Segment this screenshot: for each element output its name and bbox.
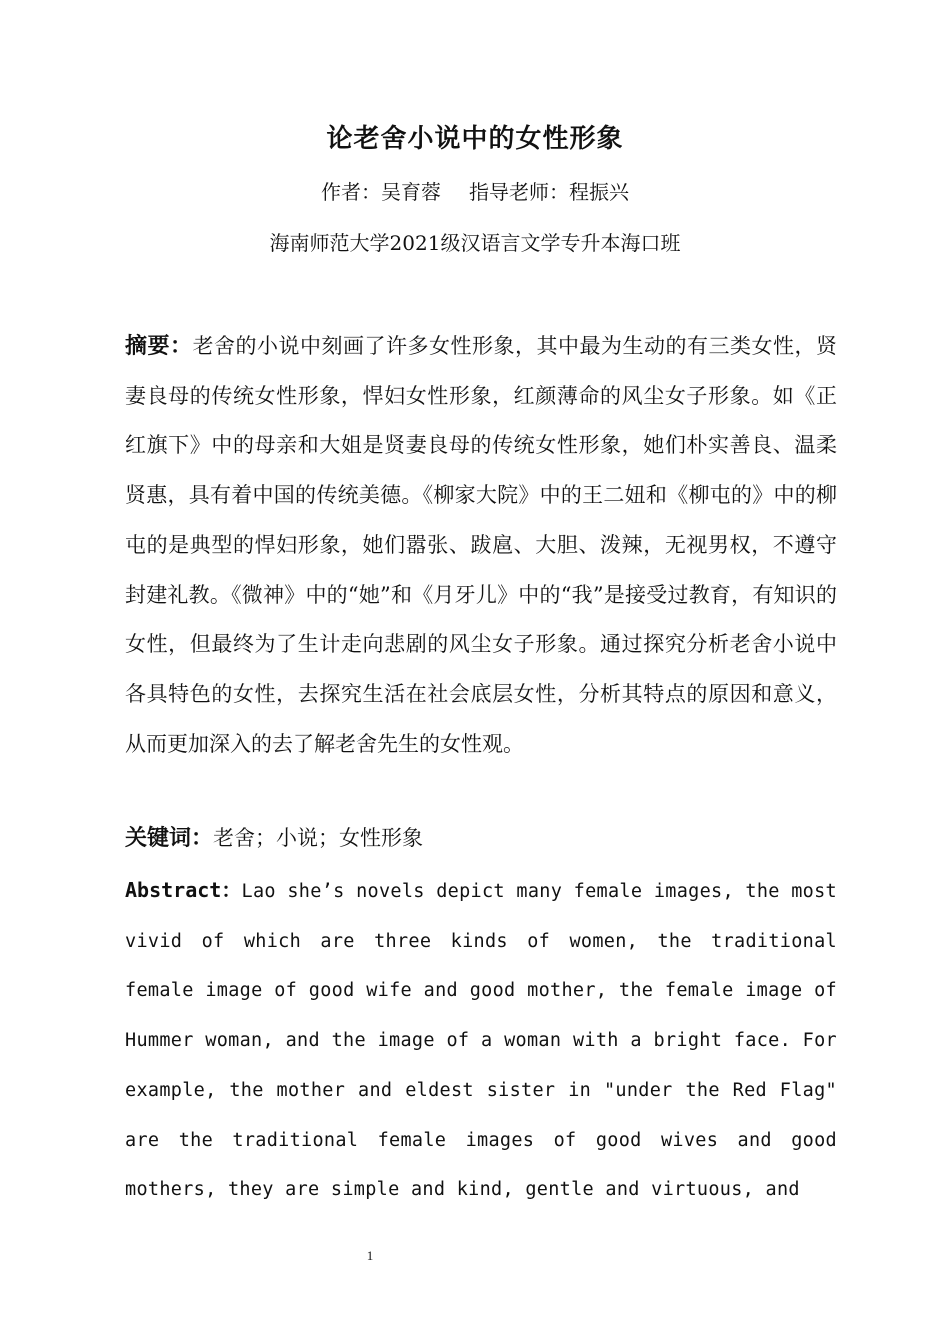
- keywords-label: 关键词：: [125, 826, 214, 851]
- paper-title: 论老舍小说中的女性形象: [326, 124, 624, 154]
- author-line: [0, 176, 950, 205]
- advisor-name: 指导老师：程振兴: [469, 180, 629, 204]
- keywords-text: 老舍；小说；女性形象: [213, 826, 424, 850]
- page-number: 1: [366, 1248, 374, 1263]
- keywords: [125, 822, 837, 855]
- abstract-cn-label: 摘要：: [125, 334, 193, 359]
- abstract-chinese: [125, 322, 837, 769]
- abstract-en-label: Abstract：: [125, 878, 242, 902]
- abstract-cn-text: 老舍的小说中刻画了许多女性形象，其中最为生动的有三类女性，贤妻良母的传统女性形象，悍妇女性形象，红颜薄命的风尘女子形象。如《正红旗下》中的母亲和大姐是贤妻良母的传统女性形象，她们朴实善良、温柔贤惠，具有着中国的传统美德。《柳家大院》中的王二妞和《柳屯的》中的柳屯的是典型的悍妇形象，她们嚣张、跋扈、大胆、泼辣，无视男权，不遵守封建礼教。《微神》中的“她”和《月牙儿》中的“我”是接受过教育，有知识的女性，但最终为了生计走向悲剧的风尘女子形象。通过探究分析老舍小说中各具特色的女性，去探究生活在社会底层女性，分析其特点的原因和意义，从而更加深入的去了解老舍先生的女性观。: [125, 334, 837, 756]
- abstract-english: [125, 866, 837, 1215]
- author-name: 作者：吴育蓉: [321, 180, 441, 204]
- abstract-en-text: Lao she’s novels depict many female images, the most vivid of which are three kinds of women, the traditional female image of good wife and good mother, the female image of Hummer woman, and the image of a woman with a bright face. For example, the mother and eldest sister in "under the Red Flag" are the traditional female images of good wives and good mothers, they are simple and kind, gentle and virtuous, and: [125, 881, 838, 1201]
- affiliation: 海南师范大学2021级汉语言文学专升本海口班: [269, 231, 681, 255]
